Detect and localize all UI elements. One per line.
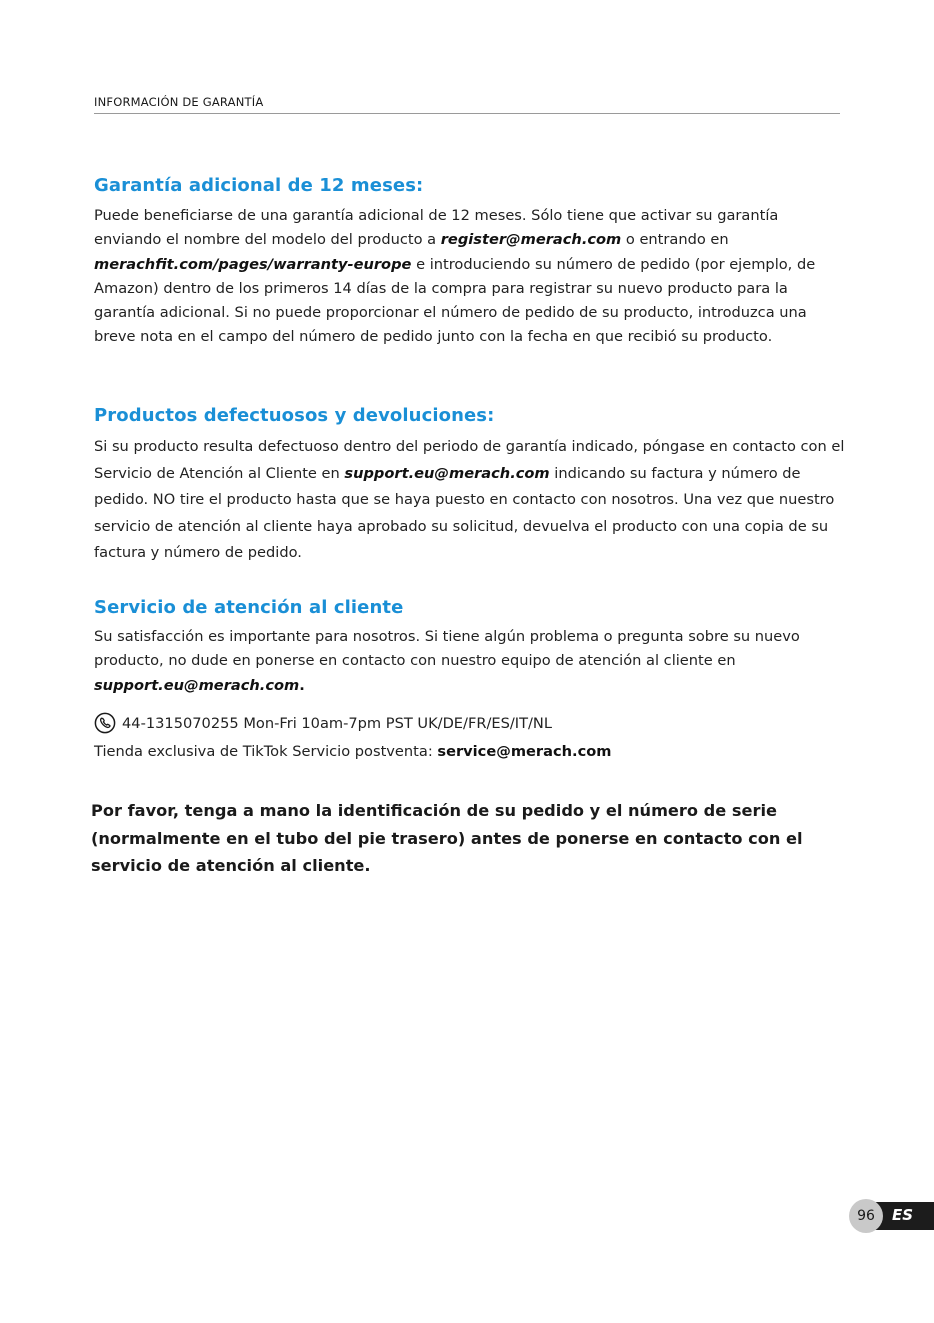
- page-header: INFORMACIÓN DE GARANTÍA: [94, 95, 840, 114]
- order-id-note: Por favor, tenga a mano la identificación de su pedido y el número de serie (normalmente en el tubo del pie trasero) antes de ponerse en contacto con el servicio de atención al cliente.: [91, 801, 803, 875]
- text-run: indicando su factura y número de pedido. NO tire el producto hasta que se haya puesto en contacto con nosotros. Una vez que nuestro servicio de atención al cliente haya aprobado su solicitud, devuelva el producto con una copia de su factura y número de pedido.: [94, 464, 835, 561]
- phone-icon: [94, 712, 116, 734]
- tiktok-label: Tienda exclusiva de TikTok Servicio postventa:: [94, 743, 438, 760]
- warranty-url-link[interactable]: merachfit.com/pages/warranty-europe: [94, 255, 412, 273]
- register-email-link[interactable]: register@merach.com: [440, 231, 622, 249]
- phone-contact-row: [94, 712, 552, 734]
- support-email-link[interactable]: support.eu@merach.com: [94, 676, 300, 694]
- text-run: o entrando en: [621, 231, 729, 249]
- text-run: e introduciendo su número de pedido (por ejemplo, de Amazon) dentro de los primeros 14 días de la compra para registrar su nuevo producto para la garantía adicional. Si no puede proporcionar el número de pedido de su producto, introduzca una breve nota en el campo del número de pedido junto con la fecha en que recibió su producto.: [94, 255, 816, 346]
- section-defective-products: [94, 405, 846, 567]
- section-title: Productos defectuosos y devoluciones:: [94, 405, 495, 426]
- section-paragraph: [94, 204, 846, 350]
- text-run: .: [299, 676, 305, 694]
- section-paragraph: [94, 434, 846, 567]
- section-additional-warranty: [94, 175, 846, 350]
- page-number: 96: [849, 1199, 883, 1233]
- section-customer-service: [94, 597, 846, 698]
- text-run: Su satisfacción es importante para nosotros. Si tiene algún problema o pregunta sobre su nuevo producto, no dude en ponerse en contacto con nuestro equipo de atención al cliente en: [94, 628, 800, 670]
- phone-number[interactable]: 44-1315070255 Mon-Fri 10am-7pm PST UK/DE/FR/ES/IT/NL: [122, 714, 552, 732]
- tiktok-email-link[interactable]: service@merach.com: [437, 743, 612, 760]
- tiktok-service-row: [94, 743, 611, 760]
- language-label: ES: [892, 1206, 914, 1224]
- page-tab: [849, 1202, 934, 1230]
- section-title: Garantía adicional de 12 meses:: [94, 175, 424, 196]
- section-paragraph: [94, 625, 846, 698]
- text-run: Puede beneficiarse de una garantía adicional de 12 meses. Sólo tiene que activar su garantía enviando el nombre del modelo del producto a: [94, 207, 779, 249]
- section-title: Servicio de atención al cliente: [94, 597, 404, 618]
- support-email-link[interactable]: support.eu@merach.com: [344, 464, 550, 482]
- text-run: Si su producto resulta defectuoso dentro del periodo de garantía indicado, póngase en contacto con el Servicio de Atención al Cliente en: [94, 438, 845, 482]
